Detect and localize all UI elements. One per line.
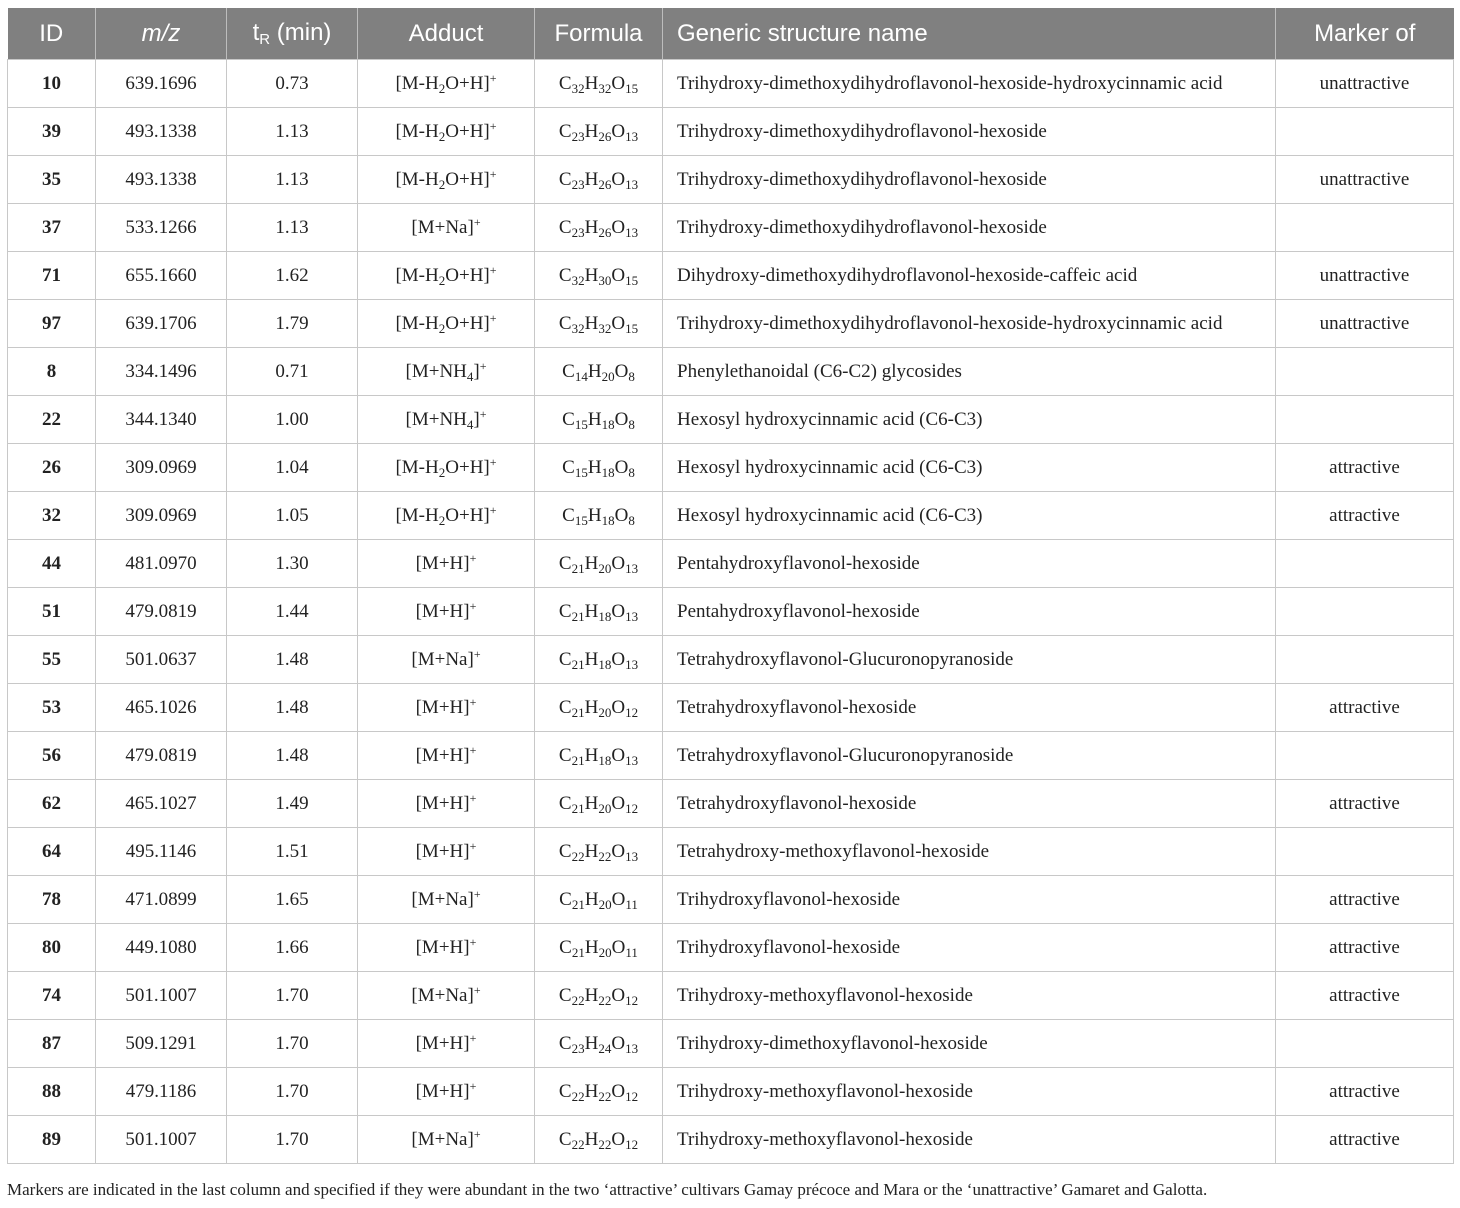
table-row [8, 876, 1454, 924]
cell-mz: 479.1186 [96, 1068, 227, 1116]
cell-retention-time: 1.13 [227, 108, 358, 156]
cell-formula: $C_{21}H_{20}O_{12}$ [535, 780, 663, 828]
cell-retention-time: 1.48 [227, 636, 358, 684]
table-row [8, 828, 1454, 876]
cell-retention-time: 1.49 [227, 780, 358, 828]
table-row [8, 396, 1454, 444]
cell-marker: attractive [1276, 1068, 1454, 1116]
cell-mz: 334.1496 [96, 348, 227, 396]
cell-formula: $C_{22}H_{22}O_{13}$ [535, 828, 663, 876]
cell-structure-name: Trihydroxyflavonol-hexoside [663, 876, 1276, 924]
cell-retention-time: 1.44 [227, 588, 358, 636]
cell-marker: unattractive [1276, 300, 1454, 348]
cell-marker [1276, 204, 1454, 252]
cell-id: 56 [8, 732, 96, 780]
cell-id: 80 [8, 924, 96, 972]
table-row [8, 1020, 1454, 1068]
cell-retention-time: 1.79 [227, 300, 358, 348]
cell-structure-name: Tetrahydroxyflavonol-Glucuronopyranoside [663, 636, 1276, 684]
cell-adduct: [M+Na]+ [358, 972, 535, 1020]
cell-formula: $C_{23}H_{26}O_{13}$ [535, 156, 663, 204]
cell-marker: attractive [1276, 684, 1454, 732]
cell-structure-name: Tetrahydroxy-methoxyflavonol-hexoside [663, 828, 1276, 876]
cell-structure-name: Trihydroxy-methoxyflavonol-hexoside [663, 972, 1276, 1020]
table-row [8, 1116, 1454, 1164]
cell-retention-time: 1.48 [227, 684, 358, 732]
cell-structure-name: Trihydroxy-dimethoxydihydroflavonol-hexoside [663, 204, 1276, 252]
cell-marker: attractive [1276, 972, 1454, 1020]
cell-marker: attractive [1276, 780, 1454, 828]
cell-formula: $C_{22}H_{22}O_{12}$ [535, 1116, 663, 1164]
header-tr-main: t [252, 19, 260, 46]
header-structure-name: Generic structure name [663, 8, 1276, 60]
cell-id: 51 [8, 588, 96, 636]
cell-marker [1276, 348, 1454, 396]
cell-id: 62 [8, 780, 96, 828]
table-row [8, 252, 1454, 300]
cell-formula: $C_{15}H_{18}O_8$ [535, 444, 663, 492]
cell-retention-time: 1.13 [227, 204, 358, 252]
table-row [8, 492, 1454, 540]
cell-marker [1276, 540, 1454, 588]
cell-structure-name: Hexosyl hydroxycinnamic acid (C6-C3) [663, 444, 1276, 492]
cell-adduct: $[M-H_2O+H]^+$ [358, 156, 535, 204]
cell-mz: 639.1706 [96, 300, 227, 348]
cell-formula: $C_{21}H_{18}O_{13}$ [535, 636, 663, 684]
cell-mz: 479.0819 [96, 732, 227, 780]
table-row [8, 924, 1454, 972]
table-row [8, 972, 1454, 1020]
cell-id: 55 [8, 636, 96, 684]
cell-formula: $C_{15}H_{18}O_8$ [535, 492, 663, 540]
cell-formula: $C_{23}H_{26}O_{13}$ [535, 108, 663, 156]
table-row [8, 636, 1454, 684]
table-row [8, 108, 1454, 156]
header-adduct: Adduct [358, 8, 535, 60]
cell-formula: $C_{21}H_{20}O_{12}$ [535, 684, 663, 732]
cell-adduct: [M+H]+ [358, 684, 535, 732]
cell-id: 10 [8, 60, 96, 108]
cell-formula: $C_{22}H_{22}O_{12}$ [535, 972, 663, 1020]
cell-mz: 479.0819 [96, 588, 227, 636]
table-row [8, 444, 1454, 492]
cell-adduct: [M+H]+ [358, 540, 535, 588]
cell-retention-time: 1.62 [227, 252, 358, 300]
cell-mz: 471.0899 [96, 876, 227, 924]
cell-structure-name: Tetrahydroxyflavonol-Glucuronopyranoside [663, 732, 1276, 780]
table-footnote: Markers are indicated in the last column and specified if they were abundant in the two ‘attractive’ cultivars Gamay précoce and Mara or the ‘unattractive’ Gamaret and Galotta. [7, 1180, 1208, 1199]
header-tr-unit: (min) [270, 19, 332, 46]
cell-marker [1276, 588, 1454, 636]
cell-structure-name: Dihydroxy-dimethoxydihydroflavonol-hexoside-caffeic acid [663, 252, 1276, 300]
cell-structure-name: Trihydroxy-methoxyflavonol-hexoside [663, 1116, 1276, 1164]
table-row [8, 60, 1454, 108]
cell-mz: 639.1696 [96, 60, 227, 108]
cell-mz: 344.1340 [96, 396, 227, 444]
cell-mz: 533.1266 [96, 204, 227, 252]
cell-marker: attractive [1276, 492, 1454, 540]
cell-retention-time: 1.30 [227, 540, 358, 588]
cell-adduct: [M+Na]+ [358, 876, 535, 924]
cell-mz: 449.1080 [96, 924, 227, 972]
table-row [8, 348, 1454, 396]
cell-marker [1276, 396, 1454, 444]
cell-structure-name: Trihydroxy-dimethoxydihydroflavonol-hexoside [663, 156, 1276, 204]
cell-id: 8 [8, 348, 96, 396]
cell-structure-name: Trihydroxy-methoxyflavonol-hexoside [663, 1068, 1276, 1116]
cell-id: 64 [8, 828, 96, 876]
cell-retention-time: 1.70 [227, 1116, 358, 1164]
cell-adduct: [M+Na]+ [358, 204, 535, 252]
cell-marker [1276, 1020, 1454, 1068]
cell-retention-time: 1.70 [227, 1020, 358, 1068]
cell-formula: $C_{32}H_{32}O_{15}$ [535, 300, 663, 348]
cell-structure-name: Trihydroxy-dimethoxyflavonol-hexoside [663, 1020, 1276, 1068]
cell-adduct: [M+H]+ [358, 1068, 535, 1116]
cell-adduct: $[M+NH_4]^+$ [358, 348, 535, 396]
cell-adduct: $[M-H_2O+H]^+$ [358, 60, 535, 108]
table-row [8, 588, 1454, 636]
cell-formula: $C_{23}H_{26}O_{13}$ [535, 204, 663, 252]
cell-retention-time: 1.48 [227, 732, 358, 780]
table-row [8, 1068, 1454, 1116]
cell-id: 74 [8, 972, 96, 1020]
cell-formula: $C_{21}H_{18}O_{13}$ [535, 732, 663, 780]
cell-formula: $C_{15}H_{18}O_8$ [535, 396, 663, 444]
cell-mz: 501.1007 [96, 1116, 227, 1164]
table-row [8, 540, 1454, 588]
cell-formula: $C_{22}H_{22}O_{12}$ [535, 1068, 663, 1116]
header-formula: Formula [535, 8, 663, 60]
table-row [8, 732, 1454, 780]
compound-table [7, 8, 1454, 1164]
cell-structure-name: Hexosyl hydroxycinnamic acid (C6-C3) [663, 492, 1276, 540]
cell-adduct: $[M-H_2O+H]^+$ [358, 252, 535, 300]
cell-id: 44 [8, 540, 96, 588]
cell-adduct: $[M-H_2O+H]^+$ [358, 300, 535, 348]
cell-marker [1276, 828, 1454, 876]
cell-id: 35 [8, 156, 96, 204]
cell-mz: 495.1146 [96, 828, 227, 876]
cell-id: 97 [8, 300, 96, 348]
cell-structure-name: Hexosyl hydroxycinnamic acid (C6-C3) [663, 396, 1276, 444]
header-retention-time [227, 8, 358, 60]
cell-formula: $C_{32}H_{32}O_{15}$ [535, 60, 663, 108]
cell-id: 71 [8, 252, 96, 300]
header-mz-label: m/z [141, 19, 181, 47]
cell-id: 39 [8, 108, 96, 156]
cell-formula: $C_{23}H_{24}O_{13}$ [535, 1020, 663, 1068]
table-row [8, 204, 1454, 252]
cell-adduct: $[M+NH_4]^+$ [358, 396, 535, 444]
data-table-container [7, 8, 1453, 1164]
cell-id: 22 [8, 396, 96, 444]
header-marker: Marker of [1276, 8, 1454, 60]
cell-id: 53 [8, 684, 96, 732]
cell-retention-time: 1.13 [227, 156, 358, 204]
cell-adduct: [M+Na]+ [358, 636, 535, 684]
table-row [8, 780, 1454, 828]
cell-adduct: $[M-H_2O+H]^+$ [358, 492, 535, 540]
cell-retention-time: 0.73 [227, 60, 358, 108]
cell-mz: 509.1291 [96, 1020, 227, 1068]
cell-marker [1276, 732, 1454, 780]
cell-marker: unattractive [1276, 252, 1454, 300]
header-mz [96, 8, 227, 60]
cell-retention-time: 0.71 [227, 348, 358, 396]
cell-retention-time: 1.66 [227, 924, 358, 972]
cell-marker [1276, 108, 1454, 156]
cell-id: 26 [8, 444, 96, 492]
table-row [8, 300, 1454, 348]
cell-id: 37 [8, 204, 96, 252]
cell-marker: unattractive [1276, 156, 1454, 204]
cell-marker [1276, 636, 1454, 684]
cell-formula: $C_{21}H_{20}O_{11}$ [535, 924, 663, 972]
header-tr-sub: R [259, 31, 271, 48]
cell-mz: 501.0637 [96, 636, 227, 684]
cell-mz: 493.1338 [96, 156, 227, 204]
cell-retention-time: 1.70 [227, 1068, 358, 1116]
cell-structure-name: Tetrahydroxyflavonol-hexoside [663, 684, 1276, 732]
cell-formula: $C_{21}H_{20}O_{11}$ [535, 876, 663, 924]
cell-formula: $C_{21}H_{20}O_{13}$ [535, 540, 663, 588]
cell-mz: 481.0970 [96, 540, 227, 588]
cell-formula: $C_{21}H_{18}O_{13}$ [535, 588, 663, 636]
cell-structure-name: Pentahydroxyflavonol-hexoside [663, 588, 1276, 636]
table-row [8, 156, 1454, 204]
cell-adduct: [M+Na]+ [358, 1116, 535, 1164]
cell-structure-name: Phenylethanoidal (C6-C2) glycosides [663, 348, 1276, 396]
cell-mz: 465.1026 [96, 684, 227, 732]
cell-marker: attractive [1276, 444, 1454, 492]
cell-id: 87 [8, 1020, 96, 1068]
cell-retention-time: 1.04 [227, 444, 358, 492]
cell-retention-time: 1.51 [227, 828, 358, 876]
cell-retention-time: 1.05 [227, 492, 358, 540]
table-header-row [8, 8, 1454, 60]
header-id: ID [8, 8, 96, 60]
cell-id: 78 [8, 876, 96, 924]
cell-adduct: [M+H]+ [358, 780, 535, 828]
cell-adduct: [M+H]+ [358, 732, 535, 780]
cell-id: 32 [8, 492, 96, 540]
cell-mz: 465.1027 [96, 780, 227, 828]
cell-marker: attractive [1276, 876, 1454, 924]
cell-adduct: [M+H]+ [358, 924, 535, 972]
cell-adduct: [M+H]+ [358, 828, 535, 876]
cell-mz: 655.1660 [96, 252, 227, 300]
cell-id: 89 [8, 1116, 96, 1164]
cell-adduct: [M+H]+ [358, 1020, 535, 1068]
cell-mz: 309.0969 [96, 492, 227, 540]
cell-retention-time: 1.00 [227, 396, 358, 444]
cell-marker: attractive [1276, 1116, 1454, 1164]
cell-mz: 493.1338 [96, 108, 227, 156]
cell-retention-time: 1.70 [227, 972, 358, 1020]
cell-formula: $C_{32}H_{30}O_{15}$ [535, 252, 663, 300]
cell-structure-name: Tetrahydroxyflavonol-hexoside [663, 780, 1276, 828]
cell-structure-name: Pentahydroxyflavonol-hexoside [663, 540, 1276, 588]
cell-id: 88 [8, 1068, 96, 1116]
cell-adduct: [M+H]+ [358, 588, 535, 636]
cell-formula: $C_{14}H_{20}O_8$ [535, 348, 663, 396]
cell-marker: attractive [1276, 924, 1454, 972]
table-row [8, 684, 1454, 732]
cell-mz: 501.1007 [96, 972, 227, 1020]
cell-marker: unattractive [1276, 60, 1454, 108]
cell-mz: 309.0969 [96, 444, 227, 492]
cell-structure-name: Trihydroxy-dimethoxydihydroflavonol-hexoside [663, 108, 1276, 156]
cell-structure-name: Trihydroxyflavonol-hexoside [663, 924, 1276, 972]
cell-retention-time: 1.65 [227, 876, 358, 924]
cell-adduct: $[M-H_2O+H]^+$ [358, 108, 535, 156]
cell-structure-name: Trihydroxy-dimethoxydihydroflavonol-hexoside-hydroxycinnamic acid [663, 60, 1276, 108]
cell-structure-name: Trihydroxy-dimethoxydihydroflavonol-hexoside-hydroxycinnamic acid [663, 300, 1276, 348]
table-body [8, 60, 1454, 1164]
cell-adduct: $[M-H_2O+H]^+$ [358, 444, 535, 492]
